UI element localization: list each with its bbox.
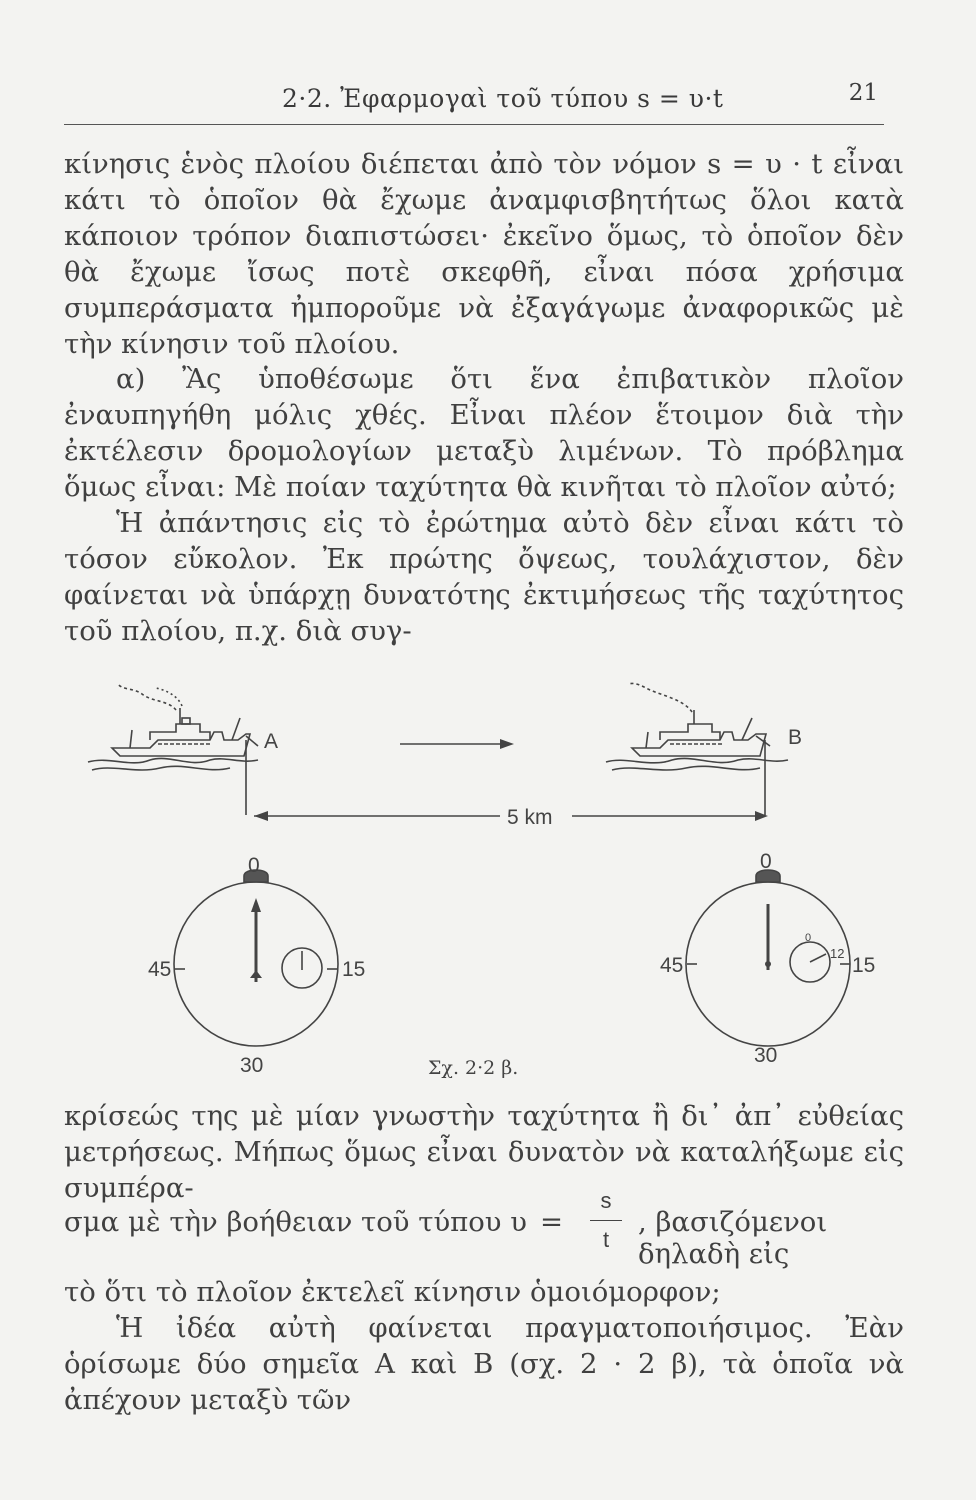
formula-text-before: σμα μὲ τὴν βοήθειαν τοῦ τύπου υ	[64, 1206, 527, 1238]
watch-b-right: 15	[852, 954, 876, 977]
ship-a-icon	[88, 684, 258, 770]
watch-b-bottom: 30	[754, 1044, 778, 1067]
watch-a-right: 15	[342, 958, 366, 981]
formula-line	[64, 1188, 904, 1270]
fraction-denominator: t	[602, 1227, 610, 1252]
label-point-b: B	[788, 726, 803, 749]
watch-b-small-top: 0	[805, 932, 812, 944]
watch-b-small-right: 12	[830, 946, 845, 961]
stopwatch-a-icon	[174, 870, 338, 1046]
fraction-bar	[590, 1220, 622, 1221]
figure-caption: Σχ. 2·2 β.	[428, 1057, 519, 1079]
fraction-numerator: s	[600, 1188, 612, 1213]
watch-a-left: 45	[148, 958, 172, 981]
formula-equals: =	[540, 1206, 564, 1238]
paragraph-3: Ἡ ἀπάντησις εἰς τὸ ἐρώτημα αὐτὸ δὲν εἶναι κάτι τὸ τόσον εὔκολον. Ἐκ πρώτης ὄψεως, τουλάχιστον, δὲν φαίνεται νὰ ὑπάρχῃ δυνατότης ἐκτιμήσεως τῆς ταχύτητος τοῦ πλοίου, π.χ. διὰ συγ-	[64, 507, 904, 647]
paragraph-4: κρίσεώς της μὲ μίαν γνωστὴν ταχύτητα ἢ δι᾽ ἀπ᾽ εὐθείας μετρήσεως. Μήπως ὅμως εἶναι δυνατὸν νὰ καταλήξωμε εἰς συμπέρα-	[64, 1100, 904, 1204]
formula-fraction	[584, 1188, 628, 1257]
watch-b-left: 45	[660, 954, 684, 977]
paragraph-2: α) Ἂς ὑποθέσωμε ὅτι ἕνα ἐπιβατικὸν πλοῖον ἐναυπηγήθη μόλις χθές. Εἶναι πλέον ἕτοιμον διὰ τὴν ἐκτέλεσιν δρομολογίων μεταξὺ λιμένων. Τὸ πρόβλημα ὅμως εἶναι: Μὲ ποίαν ταχύτητα θὰ κινῆται τὸ πλοῖον αὐτό;	[64, 363, 904, 503]
formula-text-after: , βασιζόμενοι δηλαδὴ εἰς	[638, 1206, 828, 1270]
watch-a-bottom: 30	[240, 1054, 264, 1077]
running-title: 2·2. Ἐφαρμογαὶ τοῦ τύπου s = υ·t	[282, 84, 724, 113]
label-distance: 5 km	[507, 806, 553, 829]
paragraph-1: κίνησις ἑνὸς πλοίου διέπεται ἀπὸ τὸν νόμον s = υ · t εἶναι κάτι τὸ ὁποῖον θὰ ἔχωμε ἀναμφισβητήτως ὅλοι κατὰ κάποιον τρόπον διαπιστώσει· ἐκεῖνο ὅμως, τὸ ὁποῖον δὲν θὰ ἔχωμε ἴσως ποτὲ σκεφθῆ, εἶναι πόσα χρήσιμα συμπεράσματα ἠμποροῦμε νὰ ἐξαγάγωμε ἀναφορικῶς μὲ τὴν κίνησιν τοῦ πλοίου.	[64, 148, 904, 360]
ship-b-icon	[606, 683, 788, 770]
watch-a-top: 0	[248, 854, 260, 877]
paragraph-6: τὸ ὅτι τὸ πλοῖον ἐκτελεῖ κίνησιν ὁμοιόμορφον;	[64, 1276, 721, 1308]
figure-ship-stopwatch	[0, 660, 976, 1080]
paragraph-7: Ἡ ἰδέα αὐτὴ φαίνεται πραγματοποιήσιμος. Ἐὰν ὁρίσωμε δύο σημεῖα A καὶ B (σχ. 2 · 2 β), τὰ ὁποῖα νὰ ἀπέχουν μεταξὺ τῶν	[64, 1312, 904, 1416]
label-point-a: A	[264, 730, 279, 753]
stopwatch-b-icon	[686, 870, 850, 1046]
watch-b-top: 0	[760, 850, 772, 873]
page-number: 21	[848, 80, 878, 106]
running-header	[64, 74, 884, 125]
